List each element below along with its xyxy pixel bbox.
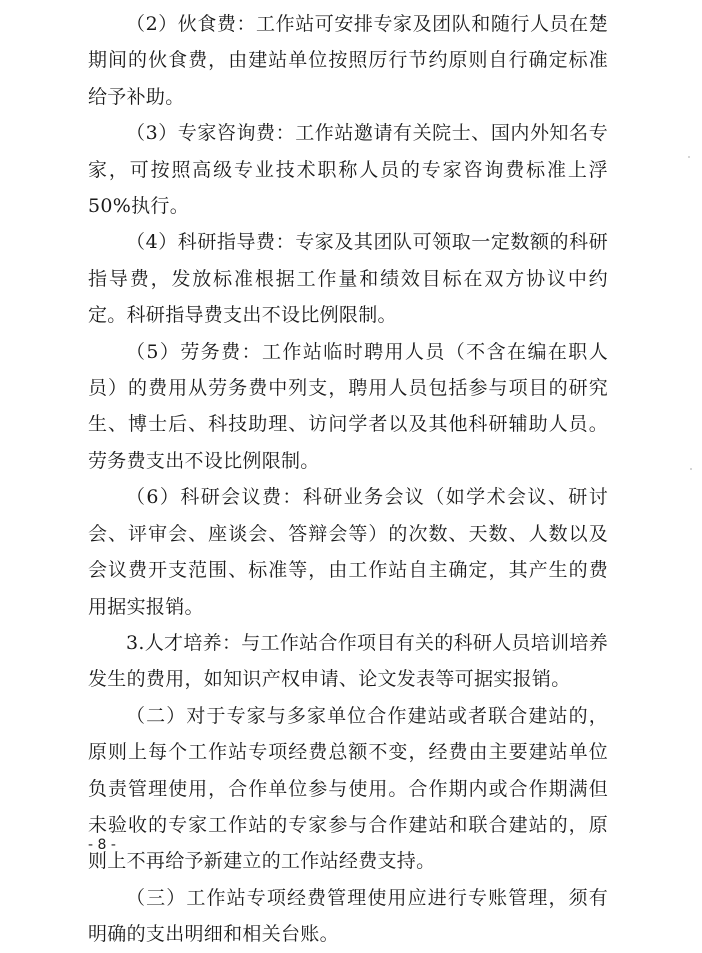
document-body bbox=[88, 6, 608, 953]
paragraph-labor-fee: （5）劳务费：工作站临时聘用人员（不含在编在职人员）的费用从劳务费中列支，聘用人员包括参与项目的研究生、博士后、科技助理、访问学者以及其他科研辅助人员。劳务费支出不设比例限制。 bbox=[88, 340, 608, 472]
page-number: - 8 - bbox=[88, 837, 116, 853]
paragraph-consulting-fee: （3）专家咨询费：工作站邀请有关院士、国内外知名专家，可按照高级专业技术职称人员的专家咨询费标准上浮50%执行。 bbox=[88, 122, 608, 218]
paragraph-research-guidance-fee: （4）科研指导费：专家及其团队可领取一定数额的科研指导费，发放标准根据工作量和绩效目标在双方协议中约定。科研指导费支出不设比例限制。 bbox=[88, 231, 608, 327]
scan-speck bbox=[688, 156, 690, 158]
paragraph-talent-training: 3.人才培养：与工作站合作项目有关的科研人员培训培养发生的费用，如知识产权申请、论文发表等可据实报销。 bbox=[88, 631, 608, 691]
paragraph-meal-allowance: （2）伙食费：工作站可安排专家及团队和随行人员在楚期间的伙食费，由建站单位按照厉行节约原则自行确定标准给予补助。 bbox=[88, 13, 608, 108]
scan-speck bbox=[690, 468, 692, 470]
paragraph-research-meeting-fee: （6）科研会议费：科研业务会议（如学术会议、研讨会、评审会、座谈会、答辩会等）的次数、天数、人数以及会议费开支范围、标准等，由工作站自主确定，其产生的费用据实报销。 bbox=[88, 486, 608, 618]
paragraph-joint-station: （二）对于专家与多家单位合作建站或者联合建站的，原则上每个工作站专项经费总额不变，经费由主要建站单位负责管理使用，合作单位参与使用。合作期内或合作期满但未验收的专家工作站的专家参与合作建站和联合建站的，原则上不再给予新建立的工作站经费支持。 bbox=[88, 704, 608, 873]
paragraph-special-account: （三）工作站专项经费管理使用应进行专账管理，须有明确的支出明细和相关台账。 bbox=[88, 886, 608, 946]
